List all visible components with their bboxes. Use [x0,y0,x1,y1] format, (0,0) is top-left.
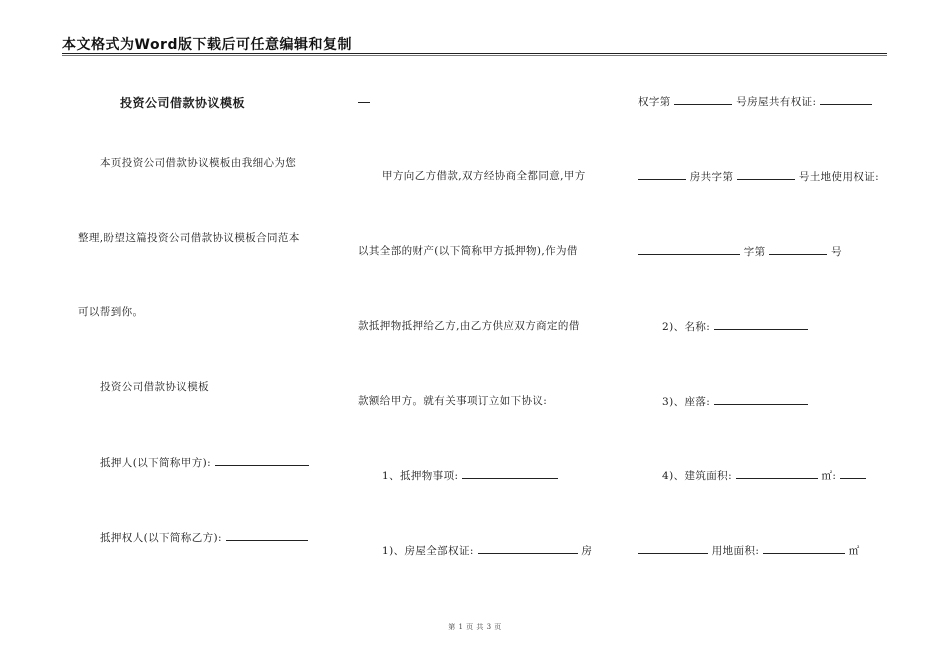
land-area-unit: ㎡ [848,545,860,557]
cert-line-1-blank-b [820,93,872,105]
column-dash [358,102,370,103]
cert-line-1-b: 号房屋共有权证: [736,96,817,108]
agreement-line-4: 款额给甲方。就有关事项订立如下协议: [358,395,548,407]
collateral-item-line [382,467,558,483]
collateral-item-blank [462,467,558,479]
cert-line-2-b: 号土地使用权证: [798,171,880,183]
location-blank [714,393,808,405]
floor-area-blank [736,467,818,479]
cert-line-1-a: 权字第 [638,96,671,108]
page-number: 第 1 页 共 3 页 [448,623,502,631]
cert-line-3-blank-a [638,243,740,255]
cert-line-3-a: 字第 [743,246,766,258]
template-subtitle: 投资公司借款协议模板 [100,381,209,393]
agreement-line-1: 甲方向乙方借款,双方经协商全都同意,甲方 [382,170,586,182]
mortgagor-label: 抵押人(以下简称甲方): [100,457,212,469]
cert-line-3-blank-b [769,243,827,255]
intro-line-3: 可以帮到你。 [78,306,144,318]
name-line [662,318,808,334]
property-cert-line [382,542,592,558]
mortgagee-blank [226,529,308,541]
cert-line-1 [638,93,872,109]
floor-area-label: 4)、建筑面积: [662,470,733,482]
cert-line-3 [638,243,842,259]
cert-line-1-blank-a [674,93,732,105]
property-cert-blank [478,542,578,554]
land-area-blank-b [763,542,845,554]
collateral-item-label: 1、抵押物事项: [382,470,459,482]
cert-line-2-blank-a [638,168,686,180]
land-area-blank-a [638,542,708,554]
property-cert-label: 1)、房屋全部权证: [382,545,474,557]
name-blank [714,318,808,330]
cert-line-2-blank-b [737,168,795,180]
floor-area-blank-2 [840,467,866,479]
floor-area-unit: ㎡: [821,470,837,482]
mortgagee-label: 抵押权人(以下简称乙方): [100,532,222,544]
location-line [662,393,808,409]
intro-line-2: 整理,盼望这篇投资公司借款协议模板合同范本 [78,232,300,244]
mortgagor-blank [215,454,309,466]
document-title: 投资公司借款协议模板 [120,96,246,110]
mortgagee-line [100,529,308,545]
header-rule [62,53,887,54]
document-banner: 本文格式为Word版下载后可任意编辑和复制 [62,37,352,53]
intro-line-1: 本页投资公司借款协议模板由我细心为您 [100,157,297,169]
location-label: 3)、座落: [662,396,711,408]
floor-area-line [662,467,866,483]
property-cert-tail: 房 [581,545,593,557]
cert-line-2 [638,168,879,184]
name-label: 2)、名称: [662,321,711,333]
agreement-line-2: 以其全部的财产(以下简称甲方抵押物),作为借 [358,245,578,257]
cert-line-2-a: 房共字第 [689,171,734,183]
mortgagor-line [100,454,309,470]
cert-line-3-b: 号 [831,246,842,258]
land-area-label: 用地面积: [711,545,760,557]
land-area-line [638,542,860,558]
agreement-line-3: 款抵押物抵押给乙方,由乙方供应双方商定的借 [358,320,580,332]
header-rule-secondary [62,55,887,56]
